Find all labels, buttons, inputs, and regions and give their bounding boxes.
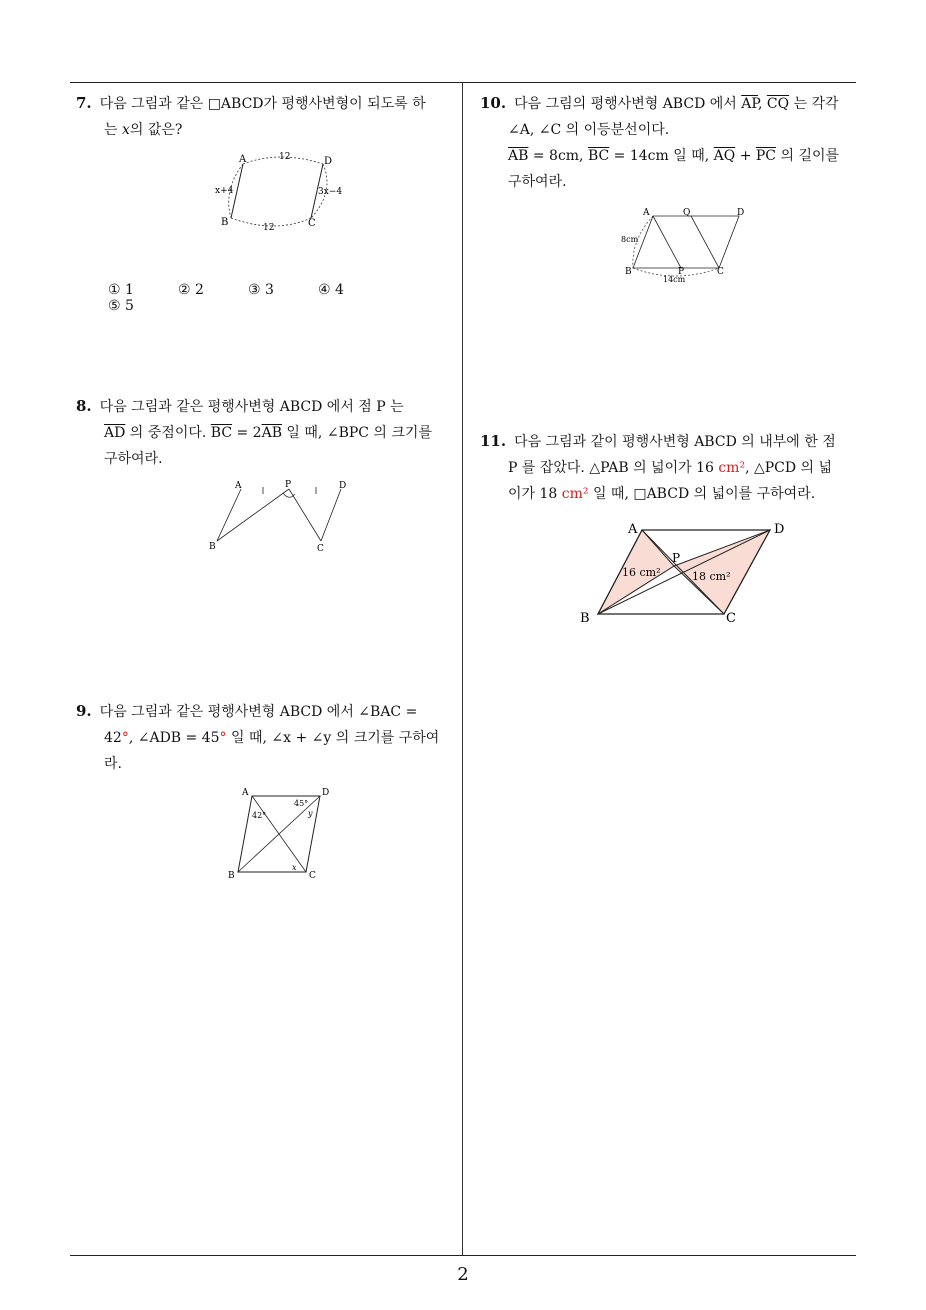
svg-text:8cm: 8cm	[621, 235, 639, 244]
choice-1[interactable]: ① 1	[108, 282, 134, 298]
choice-2[interactable]: ② 2	[178, 282, 204, 298]
label-B: B	[221, 217, 229, 228]
svg-text:A: A	[235, 481, 242, 491]
label-bottom: 12	[263, 223, 275, 233]
column-divider	[462, 83, 463, 1255]
svg-text:B: B	[228, 871, 235, 881]
label-right: 3x−4	[318, 187, 343, 197]
label-top: 12	[279, 152, 291, 162]
svg-text:B: B	[580, 611, 590, 626]
svg-text:C: C	[317, 544, 324, 554]
question-10: 10. 다음 그림의 평행사변형 ABCD 에서 $\overline{AP}$, $\overline{CQ}$ 는 각각 ∠A, ∠C 의 이등분선이다. $\overline{AB} = 8cm$, $\overline{BC} = 14cm$ 일 때, $\overline{AQ} + \overline{PC}$ 의 길이를 구하여라.	[480, 94, 840, 190]
q7-figure	[205, 150, 355, 235]
bottom-rule	[70, 1255, 856, 1256]
svg-text:P: P	[285, 480, 292, 490]
svg-text:P: P	[678, 267, 685, 277]
label-C: C	[308, 218, 316, 229]
svg-text:C: C	[717, 267, 724, 277]
choice-5[interactable]: ⑤ 5	[108, 298, 134, 314]
q10-figure	[615, 200, 755, 290]
svg-text:A: A	[643, 208, 650, 218]
svg-text:C: C	[309, 871, 316, 881]
svg-text:C: C	[726, 611, 736, 626]
svg-text:45°: 45°	[294, 799, 309, 808]
question-text: 다음 그림과 같은 □ABCD가 평행사변형이 되도록 하	[99, 96, 426, 112]
q11-figure	[572, 516, 802, 631]
svg-text:P: P	[672, 551, 681, 565]
svg-text:A: A	[242, 788, 249, 798]
q9-figure	[222, 782, 342, 882]
svg-text:B: B	[209, 542, 216, 552]
choice-4[interactable]: ④ 4	[318, 282, 344, 298]
svg-text:x: x	[292, 863, 297, 872]
question-11: 11. 다음 그림과 같이 평행사변형 ABCD 의 내부에 한 점 P 를 잡았다. △PAB 의 넓이가 16 cm², △PCD 의 넓 이가 18 cm² 일 때, □ABCD 의 넓이를 구하여라.	[480, 432, 836, 502]
label-left: x+4	[215, 186, 234, 196]
page-number: 2	[457, 1264, 469, 1285]
svg-text:D: D	[322, 788, 330, 798]
label-A: A	[239, 154, 247, 165]
top-rule	[70, 82, 856, 83]
question-9: 9. 다음 그림과 같은 평행사변형 ABCD 에서 ∠BAC = 42°, ∠ADB = 45° 일 때, ∠x + ∠y 의 크기를 구하여 라.	[76, 702, 440, 772]
svg-text:D: D	[774, 522, 785, 537]
choice-3[interactable]: ③ 3	[248, 282, 274, 298]
question-8: 8. 다음 그림과 같은 평행사변형 ABCD 에서 점 P 는 $\overline{AD}$ 의 중점이다. $\overline{BC} = 2\overline{AB}$ 일 때, ∠BPC 의 크기를 구하여라.	[76, 397, 432, 467]
svg-text:B: B	[625, 267, 632, 277]
svg-text:y: y	[308, 809, 313, 818]
svg-text:18 cm²: 18 cm²	[692, 570, 731, 583]
svg-text:D: D	[339, 481, 347, 491]
svg-text:Q: Q	[683, 208, 691, 218]
svg-text:42°: 42°	[252, 811, 267, 820]
svg-text:14cm: 14cm	[663, 275, 686, 284]
svg-text:16 cm²: 16 cm²	[622, 566, 661, 579]
q8-figure	[205, 475, 355, 555]
svg-text:D: D	[737, 208, 745, 218]
label-D: D	[324, 156, 333, 167]
q7-choices	[108, 282, 438, 314]
question-number: 7.	[76, 94, 92, 112]
question-7: 7. 다음 그림과 같은 □ABCD가 평행사변형이 되도록 하 는 x의 값은?	[76, 94, 426, 138]
svg-text:A: A	[628, 522, 638, 537]
